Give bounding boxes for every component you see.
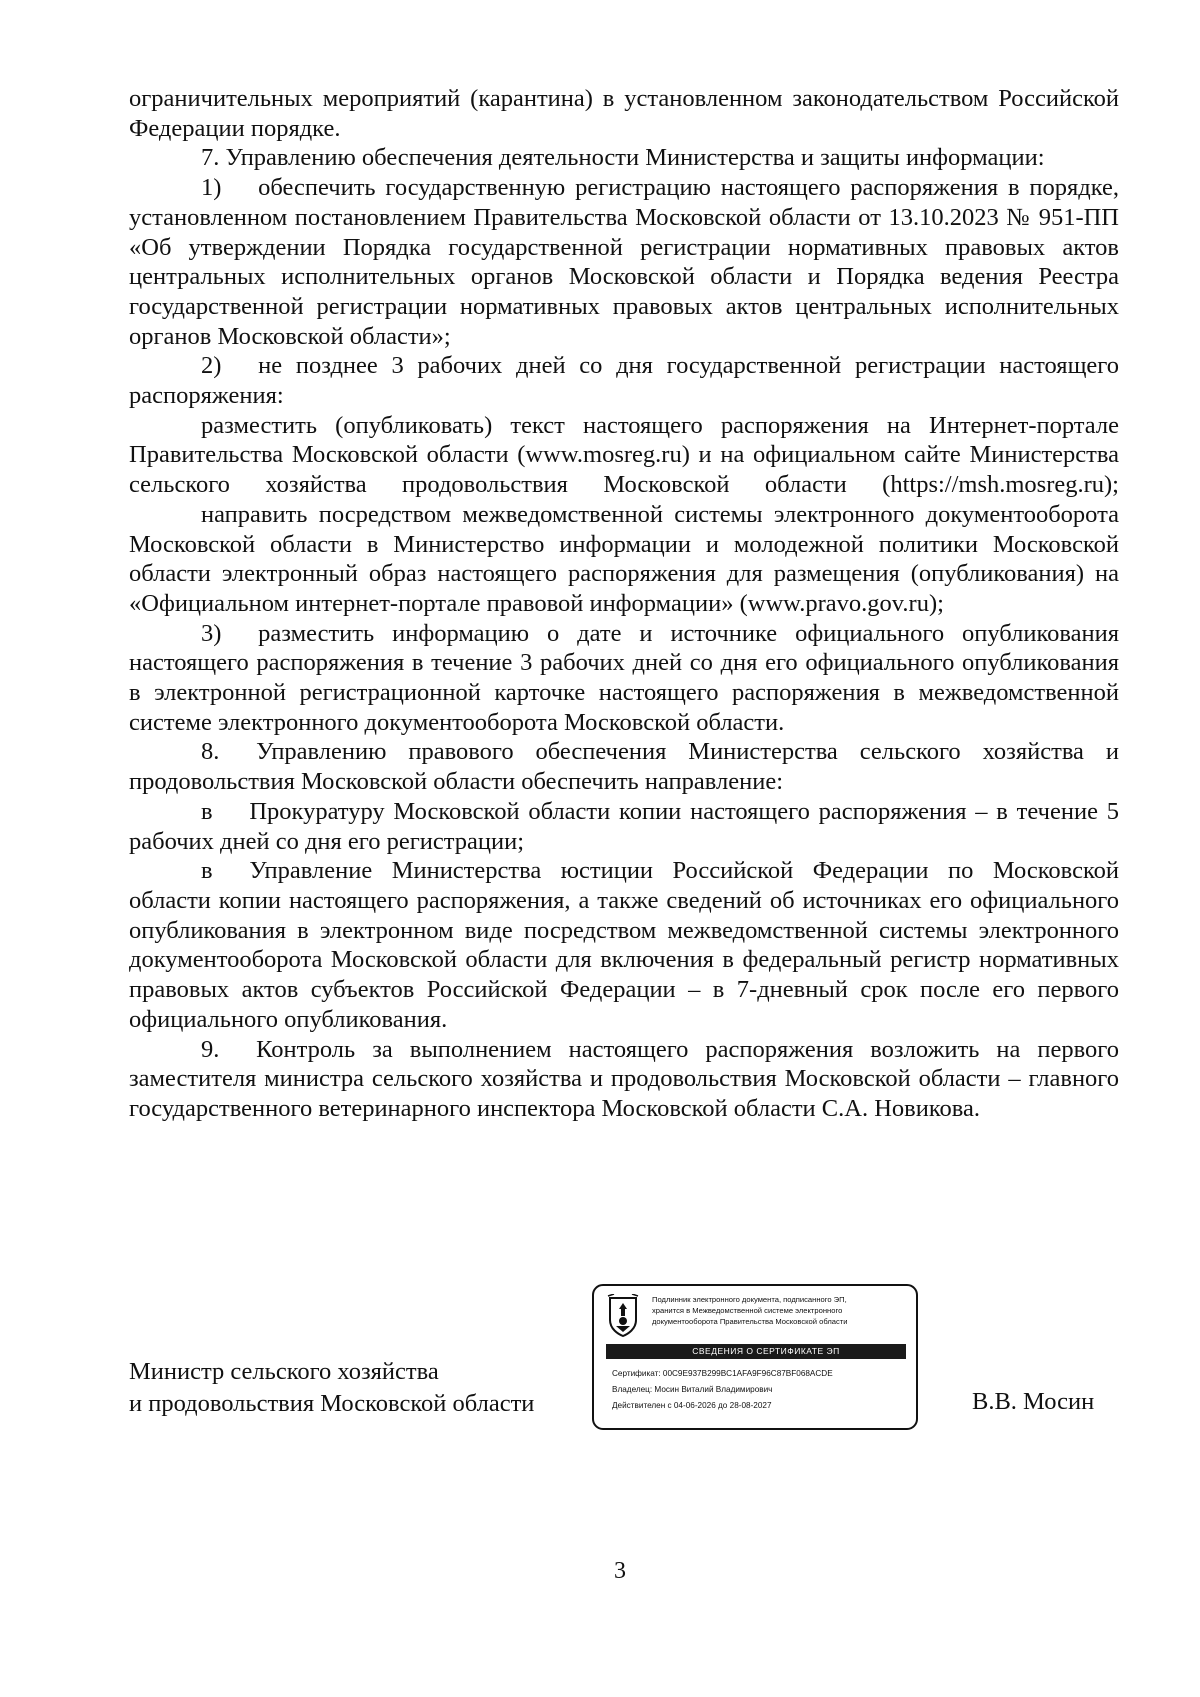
paragraph-justice-ministry: в Управление Министерства юстиции Российской Федерации по Московской области копии настоящего распоряжения, а также сведений об источниках его официального опубликования в электронном виде посредством межведомственной системы электронного документооборота Московской области для включения в федеральный регистр нормативных правовых актов субъектов Российской Федерации – в 7-дневный срок после его первого официального опубликования.	[129, 857, 1119, 1033]
signer-position	[129, 1356, 534, 1420]
stamp-note-line: Подлинник электронного документа, подписанного ЭП,	[652, 1295, 847, 1304]
stamp-note-line: документооборота Правительства Московской области	[652, 1317, 848, 1326]
certificate-owner: Владелец: Мосин Виталий Владимирович	[612, 1385, 773, 1394]
paragraph-item-7-1: 1) обеспечить государственную регистрацию настоящего распоряжения в порядке, установленном постановлением Правительства Московской области от 13.10.2023 № 951-ПП «Об утверждении Порядка государственной регистрации нормативных правовых актов центральных исполнительных органов Московской области и Порядка ведения Реестра государственной регистрации нормативных правовых актов центральных исполнительных органов Московской области»;	[129, 174, 1119, 350]
paragraph-prosecutor: в Прокуратуру Московской области копии настоящего распоряжения – в течение 5 рабочих дней со дня его регистрации;	[129, 797, 1119, 855]
coat-of-arms-icon	[606, 1294, 640, 1338]
page-number: 3	[614, 1558, 626, 1584]
signer-name: В.В. Мосин	[972, 1388, 1095, 1415]
stamp-note-line: хранится в Межведомственной системе электронного	[652, 1306, 843, 1315]
paragraph-item-7-2: 2) не позднее 3 рабочих дней со дня государственной регистрации настоящего распоряжения:	[129, 352, 1119, 410]
signer-position-line: и продовольствия Московской области	[129, 1390, 535, 1417]
certificate-validity: Действителен с 04-06-2026 до 28-08-2027	[612, 1401, 772, 1410]
e-signature-stamp	[592, 1284, 918, 1430]
document-body	[129, 84, 1119, 1124]
paragraph-quarantine-end: ограничительных мероприятий (карантина) в установленном законодательством Российской Федерации порядке.	[129, 85, 1119, 142]
signer-position-line: Министр сельского хозяйства	[129, 1358, 439, 1385]
stamp-details	[612, 1366, 912, 1414]
paragraph-send-pravo: направить посредством межведомственной системы электронного документооборота Московской области в Министерство информации и молодежной политики Московской области электронный образ настоящего распоряжения для размещения (опубликования) на «Официальном интернет-портале правовой информации» (www.pravo.gov.ru);	[129, 500, 1119, 617]
paragraph-item-9: 9. Контроль за выполнением настоящего распоряжения возложить на первого заместителя министра сельского хозяйства и продовольствия Московской области – главного государственного ветеринарного инспектора Московской области С.А. Новикова.	[129, 1035, 1119, 1122]
stamp-note	[652, 1294, 910, 1327]
certificate-number: Сертификат: 00C9E937B299BC1AFA9F96C87BF068ACDE	[612, 1369, 833, 1378]
stamp-header: СВЕДЕНИЯ О СЕРТИФИКАТЕ ЭП	[606, 1344, 906, 1359]
paragraph-publish-website: разместить (опубликовать) текст настоящего распоряжения на Интернет-портале Правительства Московской области (www.mosreg.ru) и на официальном сайте Министерства сельского хозяйства продовольствия Московской области (https://msh.mosreg.ru);	[129, 411, 1119, 499]
paragraph-item-7: 7. Управлению обеспечения деятельности Министерства и защиты информации:	[201, 144, 1045, 172]
paragraph-item-8: 8. Управлению правового обеспечения Министерства сельского хозяйства и продовольствия Московской области обеспечить направление:	[129, 738, 1119, 796]
paragraph-item-7-3: 3) разместить информацию о дате и источнике официального опубликования настоящего распоряжения в течение 3 рабочих дней со дня его официального опубликования в электронной регистрационной карточке настоящего распоряжения в межведомственной системе электронного документооборота Московской области.	[129, 619, 1119, 736]
